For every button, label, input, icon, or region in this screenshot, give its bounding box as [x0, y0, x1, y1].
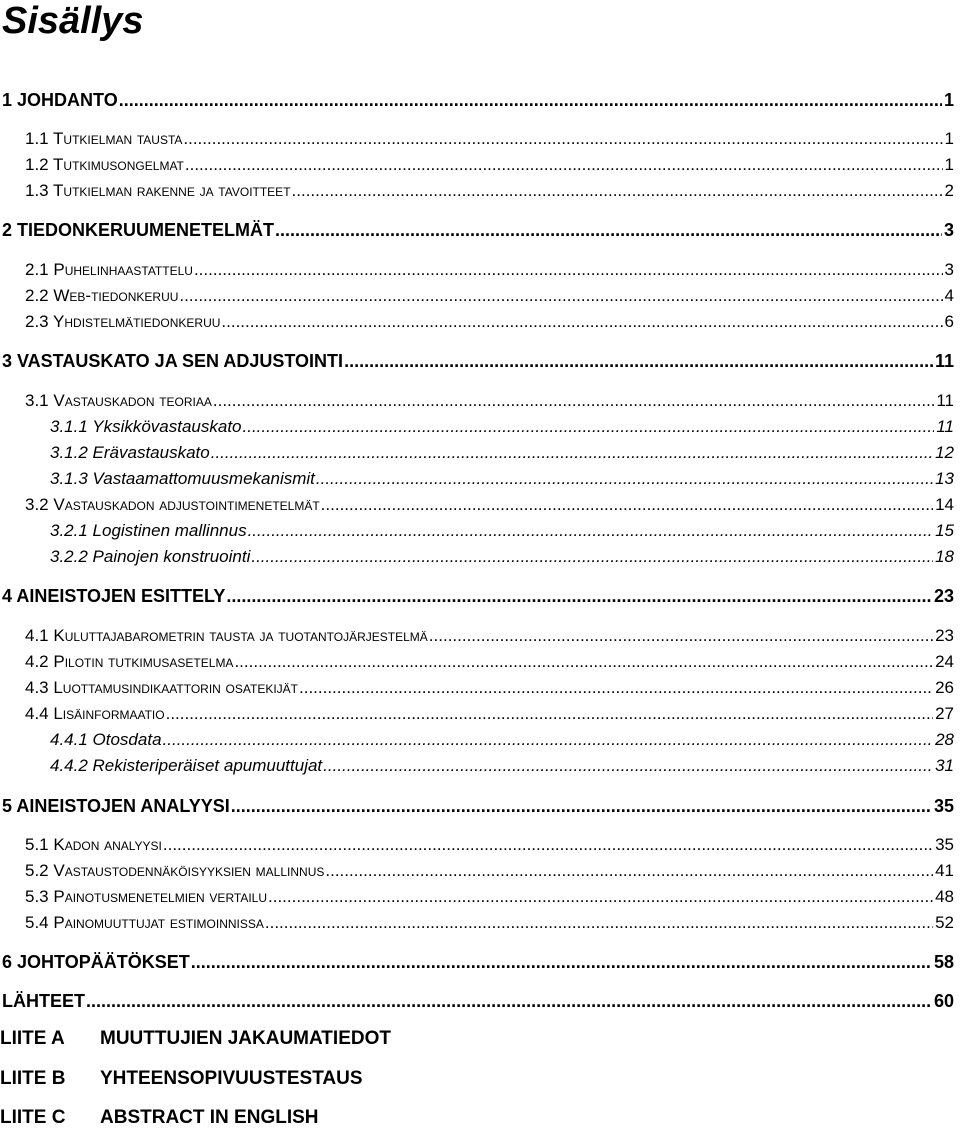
toc-dot-leader — [213, 390, 934, 412]
toc-entry-page: 58 — [933, 952, 954, 972]
toc-entry-page: 24 — [935, 652, 954, 671]
toc-dot-leader — [248, 520, 934, 542]
toc-entry-page: 52 — [935, 913, 954, 932]
toc-entry[interactable] — [25, 912, 954, 934]
toc-entry-page: 11 — [936, 417, 954, 436]
toc-entry-label: 4.4.2 Rekisteriperäiset apumuuttujat — [50, 756, 323, 775]
toc-entry-page: 2 — [944, 181, 954, 200]
toc-entry-page: 18 — [935, 547, 954, 566]
toc-dot-leader — [166, 703, 933, 725]
toc-entry[interactable] — [25, 154, 954, 176]
toc-dot-leader — [221, 311, 942, 333]
toc-dot-leader — [292, 180, 943, 202]
toc-entry[interactable] — [2, 795, 954, 817]
toc-dot-leader — [299, 677, 933, 699]
toc-entry[interactable] — [50, 416, 954, 438]
toc-entry[interactable] — [25, 651, 954, 673]
toc-entry-page: 12 — [935, 443, 954, 462]
toc-entry[interactable] — [50, 546, 954, 568]
toc-dot-leader — [86, 990, 932, 1012]
toc-entry-page: 26 — [935, 678, 954, 697]
toc-dot-leader — [265, 912, 933, 934]
toc-dot-leader — [323, 755, 933, 777]
toc-dot-leader — [191, 951, 932, 973]
toc-entry[interactable] — [25, 886, 954, 908]
toc-entry-label: 4.2 Pilotin tutkimusasetelma — [25, 652, 234, 671]
toc-entry-label: 4.3 Luottamusindikaattorin osatekijät — [25, 678, 298, 697]
toc-dot-leader — [316, 468, 933, 490]
toc-entry-label: 1 JOHDANTO — [2, 90, 118, 110]
toc-entry-page: 14 — [935, 495, 954, 514]
toc-entry-label: 3.1.1 Yksikkövastauskato — [50, 417, 242, 436]
toc-dot-leader — [234, 651, 933, 673]
toc-entry[interactable] — [25, 128, 954, 150]
toc-entry-page: 11 — [936, 391, 954, 410]
toc-entry-label: 2.1 Puhelinhaastattelu — [25, 260, 193, 279]
toc-entry-label: 3 VASTAUSKATO JA SEN ADJUSTOINTI — [2, 351, 344, 371]
appendix-entry[interactable] — [0, 1027, 391, 1051]
toc-dot-leader — [321, 494, 933, 516]
toc-entry-label: 1.3 Tutkielman rakenne ja tavoitteet — [25, 181, 291, 200]
toc-entry[interactable] — [2, 990, 954, 1012]
toc-entry-page: 48 — [935, 887, 954, 906]
toc-entry-label: 4.4 Lisäinformaatio — [25, 704, 165, 723]
toc-entry-page: 3 — [943, 220, 954, 240]
toc-dot-leader — [344, 350, 933, 372]
toc-entry-label: 6 JOHTOPÄÄTÖKSET — [2, 952, 190, 972]
appendix-entry[interactable] — [0, 1106, 319, 1130]
appendix-id: LIITE B — [0, 1068, 66, 1089]
toc-entry[interactable] — [50, 468, 954, 490]
toc-entry-label: 4.4.1 Otosdata — [50, 730, 162, 749]
toc-entry[interactable] — [2, 585, 954, 607]
toc-entry[interactable] — [2, 350, 954, 372]
toc-dot-leader — [185, 154, 943, 176]
toc-entry[interactable] — [25, 834, 954, 856]
toc-dot-leader — [275, 219, 942, 241]
toc-dot-leader — [226, 585, 932, 607]
toc-entry[interactable] — [25, 390, 954, 412]
toc-entry[interactable] — [25, 703, 954, 725]
toc-entry[interactable] — [25, 494, 954, 516]
appendix-title: ABSTRACT IN ENGLISH — [100, 1107, 319, 1128]
toc-entry[interactable] — [2, 219, 954, 241]
toc-entry-page: 13 — [935, 469, 954, 488]
toc-entry-label: 4.1 Kuluttajabarometrin tausta ja tuotantojärjestelmä — [25, 626, 428, 645]
toc-entry-page: 35 — [935, 835, 954, 854]
toc-entry-label: LÄHTEET — [2, 991, 85, 1011]
toc-entry-page: 23 — [935, 626, 954, 645]
toc-entry-label: 3.1 Vastauskadon teoriaa — [25, 391, 212, 410]
toc-entry-label: 5.1 Kadon analyysi — [25, 835, 162, 854]
toc-entry-page: 35 — [933, 796, 954, 816]
toc-entry[interactable] — [50, 729, 954, 751]
toc-entry-page: 6 — [944, 312, 954, 331]
toc-entry-label: 2.3 Yhdistelmätiedonkeruu — [25, 312, 221, 331]
toc-entry[interactable] — [25, 259, 954, 281]
toc-dot-leader — [243, 416, 935, 438]
toc-entry-page: 4 — [944, 286, 954, 305]
toc-entry-page: 31 — [935, 756, 954, 775]
toc-entry[interactable] — [2, 89, 954, 111]
toc-dot-leader — [211, 442, 933, 464]
toc-entry-page: 28 — [935, 730, 954, 749]
toc-dot-leader — [163, 834, 933, 856]
toc-entry[interactable] — [50, 520, 954, 542]
toc-entry-label: 5.4 Painomuuttujat estimoinnissa — [25, 913, 264, 932]
toc-entry-label: 2.2 Web-tiedonkeruu — [25, 286, 179, 305]
toc-entry[interactable] — [2, 951, 954, 973]
toc-entry-page: 1 — [943, 90, 954, 110]
toc-entry[interactable] — [25, 860, 954, 882]
toc-entry-label: 4 AINEISTOJEN ESITTELY — [2, 586, 226, 606]
toc-entry-page: 3 — [944, 260, 954, 279]
toc-dot-leader — [119, 89, 942, 111]
toc-entry-page: 60 — [933, 991, 954, 1011]
toc-entry-label: 3.2.1 Logistinen mallinnus — [50, 521, 247, 540]
toc-dot-leader — [194, 259, 943, 281]
toc-entry-label: 3.1.2 Erävastauskato — [50, 443, 210, 462]
toc-entry-label: 3.2.2 Painojen konstruointi — [50, 547, 251, 566]
toc-entry[interactable] — [25, 311, 954, 333]
appendix-id: LIITE A — [0, 1028, 65, 1049]
toc-entry-label: 5.2 Vastaustodennäköisyyksien mallinnus — [25, 861, 325, 880]
toc-entry-label: 3.2 Vastauskadon adjustointimenetelmät — [25, 495, 320, 514]
toc-entry[interactable] — [50, 755, 954, 777]
toc-dot-leader — [325, 860, 933, 882]
toc-dot-leader — [163, 729, 934, 751]
toc-entry-page: 1 — [944, 155, 954, 174]
appendix-id: LIITE C — [0, 1107, 66, 1128]
toc-dot-leader — [251, 546, 933, 568]
toc-entry[interactable] — [25, 180, 954, 202]
toc-entry-page: 27 — [935, 704, 954, 723]
toc-dot-leader — [179, 285, 942, 307]
appendix-entry[interactable] — [0, 1067, 363, 1091]
toc-entry-label: 3.1.3 Vastaamattomuusmekanismit — [50, 469, 315, 488]
toc-dot-leader — [429, 625, 933, 647]
toc-entry-label: 2 TIEDONKERUUMENETELMÄT — [2, 220, 275, 240]
toc-entry-page: 1 — [944, 129, 954, 148]
toc-entry[interactable] — [50, 442, 954, 464]
toc-entry-page: 11 — [934, 351, 954, 371]
toc-entry-label: 1.1 Tutkielman tausta — [25, 129, 183, 148]
toc-entry-page: 15 — [935, 521, 954, 540]
toc-dot-leader — [231, 795, 932, 817]
page-title: Sisällys — [2, 0, 144, 42]
appendix-title: YHTEENSOPIVUUSTESTAUS — [100, 1068, 363, 1089]
toc-entry-label: 1.2 Tutkimusongelmat — [25, 155, 184, 174]
toc-entry-label: 5.3 Painotusmenetelmien vertailu — [25, 887, 268, 906]
toc-entry-page: 23 — [933, 586, 954, 606]
toc-dot-leader — [183, 128, 942, 150]
toc-dot-leader — [268, 886, 933, 908]
toc-entry[interactable] — [25, 677, 954, 699]
toc-entry-label: 5 AINEISTOJEN ANALYYSI — [2, 796, 230, 816]
appendix-title: MUUTTUJIEN JAKAUMATIEDOT — [100, 1028, 391, 1049]
toc-entry[interactable] — [25, 625, 954, 647]
toc-entry[interactable] — [25, 285, 954, 307]
toc-entry-page: 41 — [935, 861, 954, 880]
